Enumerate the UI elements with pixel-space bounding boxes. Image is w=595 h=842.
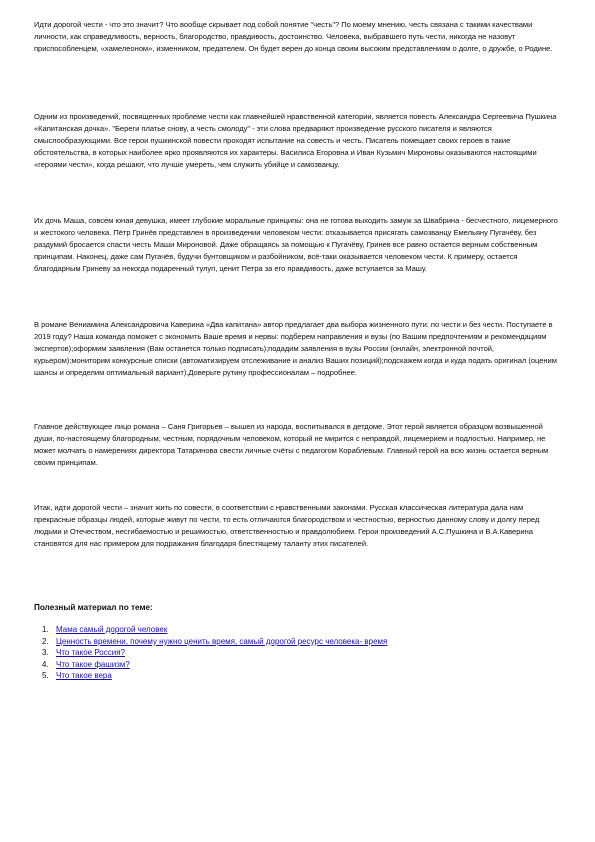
link-fascism[interactable]: Что такое фашизм? <box>56 659 130 669</box>
useful-material-title: Полезный материал по теме: <box>34 603 153 612</box>
list-item-number: 2. <box>42 636 49 646</box>
list-item <box>34 659 387 671</box>
paragraph-masha: Их дочь Маша, совсем юная девушка, имеет глубокие моральные принципы: она не готова выходить замуж за Швабрина - бесчестного, лицемерного и жестокого человека. Пётр Гринёв представлен в произведении человеком чести: отказывается присягать самозванцу Емельяну Пугачёву, без раздумий бросается спасти честь Маши Мироновой. Даже обращаясь за помощью к Пугачёву, Гринев все равно остается верным собственным принципам. Наконец, даже сам Пугачёв, будучи бунтовщиком и разбойником, всё-таки оказывается человеком чести. К примеру, остается благодарным Гриневу за некогда подаренный тулуп, ценит Петра за его правдивость, даже вступается за Машу. <box>34 216 558 273</box>
link-faith[interactable]: Что такое вера <box>56 671 112 681</box>
link-mama[interactable]: Мама самый дорогой человек <box>56 625 168 634</box>
paragraph-intro: Идти дорогой чести - что это значит? Что вообще скрывает под собой понятие "честь"? По моему мнению, честь связана с такими качествами личности, как справедливость, верность, благородство, правдивость, достоинство. Человека, выбравшего путь чести, никогда не назовут приспособленцем, «хамелеоном», изменником, предателем. Он будет верен до конца своим высоким представлениям о долге, о дружбе, о Родине. <box>34 20 553 53</box>
useful-links-list <box>34 624 387 682</box>
list-item-number: 1. <box>42 625 49 634</box>
link-time-value[interactable]: Ценность времени, почему нужно ценить время, самый дорогой ресурс человека- время <box>56 636 388 646</box>
list-item <box>34 670 387 682</box>
paragraph-conclusion: Итак, идти дорогой чести – значит жить по совести, в соответствии с нравственными законами. Русская классическая литература дала нам прекрасные образцы людей, которые живут по чести, то есть отличаются благородством и честностью, верностью данному слову и долгу перед людьми и Отечеством, несгибаемостью и решимостью, ответственностью и правдолюбием. Герои произведений А.С.Пушкина и В.А.Каверина становятся для нас примером для подражания благодаря блестящему таланту этих писателей. <box>34 503 540 548</box>
list-item <box>34 636 387 648</box>
list-item <box>34 624 387 636</box>
list-item <box>34 647 387 659</box>
paragraph-pushkin: Одним из произведений, посвященных проблеме чести как главнейшей нравственной категории, является повесть Александра Сергеевича Пушкина «Капитанская дочка». "Береги платье снову, а честь смолоду" - эти слова предваряют произведение русского писателя и являются смыслообразующими. Все герои пушкинской повести проходят испытание на совесть и честь. Писатель помещает своих героев в такие обстоятельства, в которых наиболее ярко проявляются их характеры. Василиса Егоровна и Иван Кузьмич Мироновы оказываются настоящими «героями чести», когда решают, что лучше умереть, чем служить убийце и самозванцу. <box>34 112 557 169</box>
list-item-number: 3. <box>42 648 49 658</box>
list-item-number: 4. <box>42 659 49 669</box>
link-russia[interactable]: Что такое Россия? <box>56 648 125 658</box>
list-item-number: 5. <box>42 671 49 681</box>
paragraph-kaverin: В романе Вениамина Александровича Каверина «Два капитана» автор предлагает два выбора жизненного пути: по чести и без чести. Поступаете в 2019 году? Наша команда поможет с экономить Ваше время и нервы: подберем направления и вузы (по Вашим предпочтениям и рекомендациям экспертов);оформим заявления (Вам останется только подписать);подадим заявления в вузы России (онлайн, электронной почтой, курьером);мониторим конкурсные списки (автоматизируем отслеживание и анализ Ваших позиций);подскажем когда и куда подать оригинал (оценим шансы и определим оптимальный вариант).Доверьте рутину профессионалам – подробнее. <box>34 320 557 377</box>
paragraph-sanya: Главное действующее лицо романа – Саня Григорьев – вышел из народа, воспитывался в детдоме. Этот герой является образцом возвышенной души, по-настоящему благородным, честным, порядочным человеком, который не мирится с неправдой, лицемерием и подлостью. Например, не может молчать о намерениях директора Татаринова свести личные счёты с педагогом Кораблевым. Главный герой на всю жизнь остается верным своим принципам. <box>34 422 549 467</box>
